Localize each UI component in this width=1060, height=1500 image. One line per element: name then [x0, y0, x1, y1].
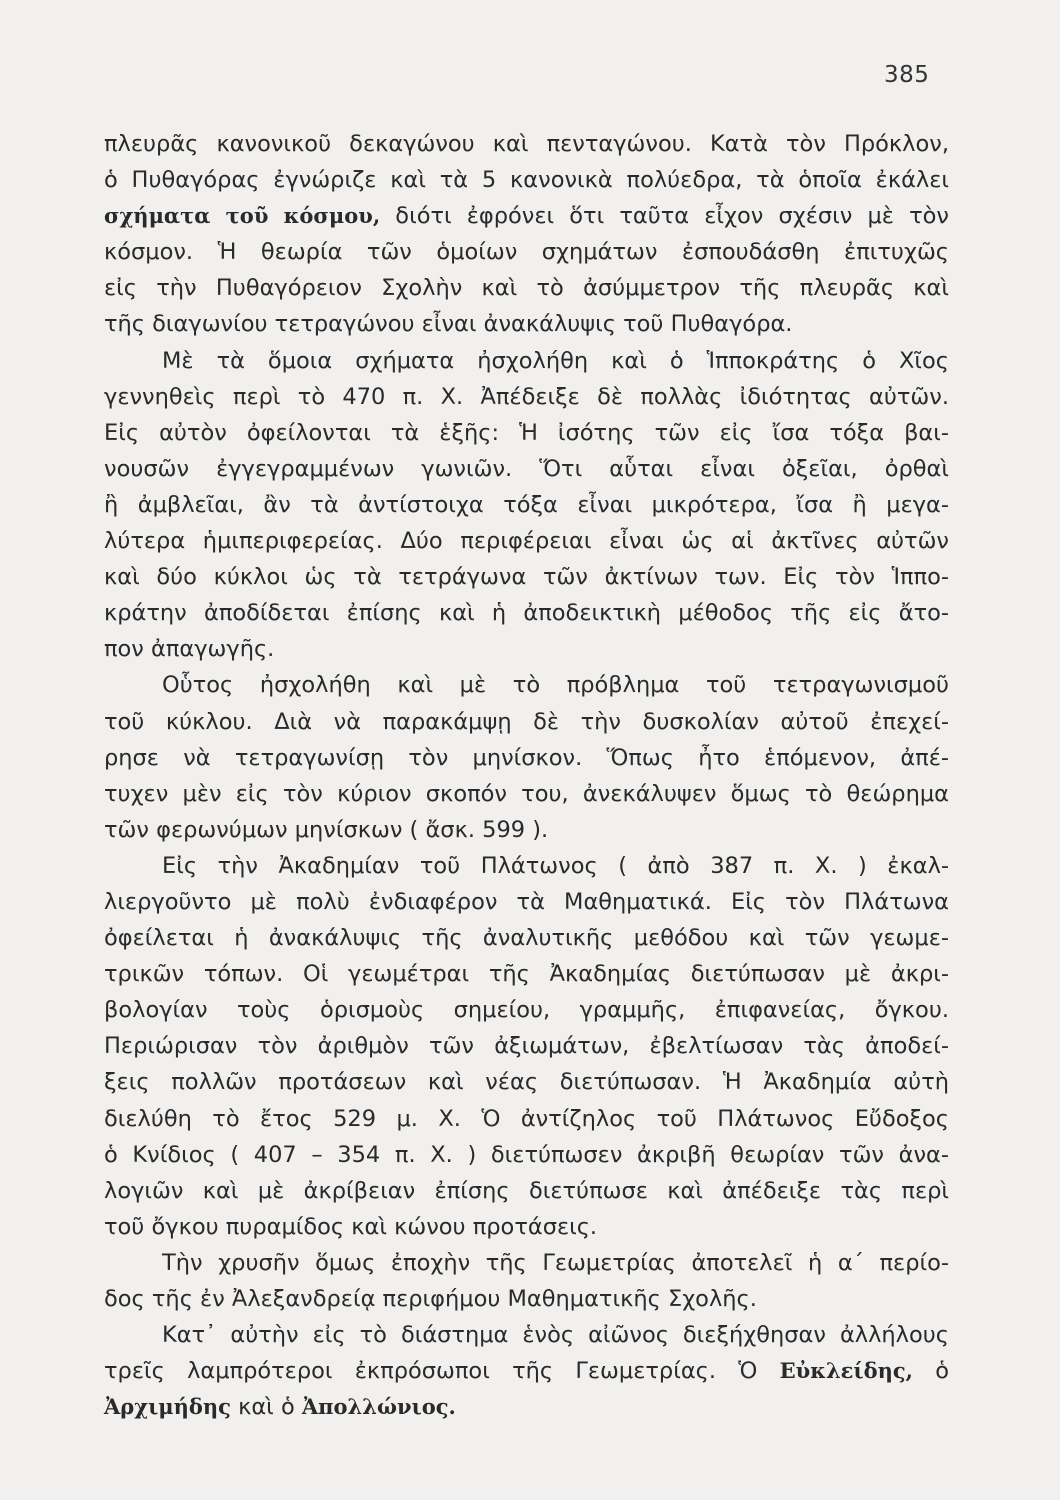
text-line-7: Μὲ τὰ ὅμοια σχήματα ἠσχολήθη καὶ ὁ Ἱπποκράτης ὁ Χῖος — [162, 347, 949, 374]
text-line-2: ὁ Πυθαγόρας ἐγνώριζε καὶ τὰ 5 κανονικὰ πολύεδρα, τὰ ὁποῖα ἐκάλει — [104, 167, 949, 194]
text-line-1: πλευρᾶς κανονικοῦ δεκαγώνου καὶ πενταγώνου. Κατὰ τὸν Πρόκλον, — [104, 131, 949, 157]
text-line-26: Περιώρισαν τὸν ἀριθμὸν τῶν ἀξιωμάτων, ἐβελτίωσαν τὰς ἀποδεί- — [104, 1033, 949, 1060]
text-line-28: διελύθη τὸ ἔτος 529 μ. Χ. Ὁ ἀντίζηλος τοῦ Πλάτωνος Εὔδοξος — [104, 1105, 949, 1132]
text-line-21: Εἰς τὴν Ἀκαδημίαν τοῦ Πλάτωνος ( ἀπὸ 387 π. Χ. ) ἐκαλ- — [162, 852, 949, 879]
text-line-34: Κατ᾽ αὐτὴν εἰς τὸ διάστημα ἑνὸς αἰῶνος διεξήχθησαν ἀλλήλους — [162, 1322, 949, 1349]
text-line-23: ὀφείλεται ἡ ἀνακάλυψις τῆς ἀναλυτικῆς μεθόδου καὶ τῶν γεωμε- — [104, 925, 949, 952]
text-line-18: ρησε νὰ τετραγωνίσῃ τὸν μηνίσκον. Ὅπως ἦτο ἑπόμενον, ἀπέ- — [104, 744, 949, 771]
text-line-4: κόσμον. Ἡ θεωρία τῶν ὁμοίων σχημάτων ἐσπουδάσθη ἐπιτυχῶς — [104, 239, 949, 266]
text-line-31: τοῦ ὄγκου πυραμίδος καὶ κώνου προτάσεις. — [104, 1213, 598, 1240]
text-line-10: νουσῶν ἐγγεγραμμένων γωνιῶν. Ὅτι αὗται εἶναι ὀξεῖαι, ὀρθαὶ — [104, 455, 949, 482]
text-line-5: εἰς τὴν Πυθαγόρειον Σχολὴν καὶ τὸ ἀσύμμετρον τῆς πλευρᾶς καὶ — [104, 275, 949, 302]
text-line-20: τῶν φερωνύμων μηνίσκων ( ἄσκ. 599 ). — [104, 816, 549, 843]
text-line-14: κράτην ἀποδίδεται ἐπίσης καὶ ἡ ἀποδεικτικὴ μέθοδος τῆς εἰς ἄτο- — [104, 600, 949, 627]
text-line-36-mid: καὶ ὁ — [230, 1394, 302, 1421]
text-line-12: λύτερα ἡμιπεριφερείας. Δύο περιφέρειαι εἶναι ὡς αἱ ἀκτῖνες αὐτῶν — [104, 528, 949, 555]
text-line-30: λογιῶν καὶ μὲ ἀκρίβειαν ἐπίσης διετύπωσε καὶ ἀπέδειξε τὰς περὶ — [104, 1177, 949, 1204]
page-number: 385 — [884, 62, 930, 88]
body-text — [104, 126, 949, 1425]
text-line-35-start: τρεῖς λαμπρότεροι ἐκπρόσωποι τῆς Γεωμετρίας. Ὁ — [104, 1358, 780, 1385]
text-line-9: Εἰς αὐτὸν ὀφείλονται τὰ ἑξῆς: Ἡ ἰσότης τῶν εἰς ἴσα τόξα βαι- — [104, 419, 949, 446]
text-line-32: Τὴν χρυσῆν ὅμως ἐποχὴν τῆς Γεωμετρίας ἀποτελεῖ ἡ α΄ περίο- — [162, 1249, 949, 1276]
text-line-33: δος τῆς ἐν Ἀλεξανδρείᾳ περιφήμου Μαθηματικῆς Σχολῆς. — [104, 1286, 757, 1312]
text-line-3 — [104, 198, 949, 234]
bold-name-apollonios: Ἀπολλώνιος. — [301, 1394, 456, 1420]
text-line-22: λιεργοῦντο μὲ πολὺ ἐνδιαφέρον τὰ Μαθηματικά. Εἰς τὸν Πλάτωνα — [104, 888, 949, 915]
text-line-19: τυχεν μὲν εἰς τὸν κύριον σκοπόν του, ἀνεκάλυψεν ὅμως τὸ θεώρημα — [104, 780, 949, 807]
text-line-13: καὶ δύο κύκλοι ὡς τὰ τετράγωνα τῶν ἀκτίνων των. Εἰς τὸν Ἱππο- — [104, 564, 949, 591]
text-line-8: γεννηθεὶς περὶ τὸ 470 π. Χ. Ἀπέδειξε δὲ πολλὰς ἰδιότητας αὐτῶν. — [104, 383, 949, 410]
text-line-36 — [104, 1389, 949, 1425]
bold-term-schemata: σχήματα τοῦ κόσμου, — [104, 203, 381, 229]
bold-name-eukleides: Εὐκλείδης, — [779, 1358, 913, 1384]
text-line-16: Οὗτος ἠσχολήθη καὶ μὲ τὸ πρόβλημα τοῦ τετραγωνισμοῦ — [162, 672, 949, 699]
text-line-35 — [104, 1353, 949, 1389]
text-line-15: πον ἀπαγωγῆς. — [104, 636, 275, 663]
text-line-27: ξεις πολλῶν προτάσεων καὶ νέας διετύπωσαν. Ἡ Ἀκαδημία αὐτὴ — [104, 1069, 949, 1096]
text-line-25: βολογίαν τοὺς ὁρισμοὺς σημείου, γραμμῆς, ἐπιφανείας, ὄγκου. — [104, 997, 949, 1024]
bold-name-archimedes: Ἀρχιμήδης — [104, 1394, 231, 1420]
text-line-29: ὁ Κνίδιος ( 407 – 354 π. Χ. ) διετύπωσεν ἀκριβῆ θεωρίαν τῶν ἀνα- — [104, 1141, 949, 1168]
text-line-24: τρικῶν τόπων. Οἱ γεωμέτραι τῆς Ἀκαδημίας διετύπωσαν μὲ ἀκρι- — [104, 961, 949, 988]
text-line-11: ἢ ἀμβλεῖαι, ἂν τὰ ἀντίστοιχα τόξα εἶναι μικρότερα, ἴσα ἢ μεγα- — [104, 491, 949, 518]
text-line-17: τοῦ κύκλου. Διὰ νὰ παρακάμψῃ δὲ τὴν δυσκολίαν αὐτοῦ ἐπεχεί- — [104, 708, 949, 735]
text-line-35-tail: ὁ — [912, 1358, 950, 1385]
text-line-6: τῆς διαγωνίου τετραγώνου εἶναι ἀνακάλυψις τοῦ Πυθαγόρα. — [104, 311, 793, 338]
text-line-3-rest: διότι ἐφρόνει ὅτι ταῦτα εἶχον σχέσιν μὲ τὸν — [380, 203, 949, 230]
